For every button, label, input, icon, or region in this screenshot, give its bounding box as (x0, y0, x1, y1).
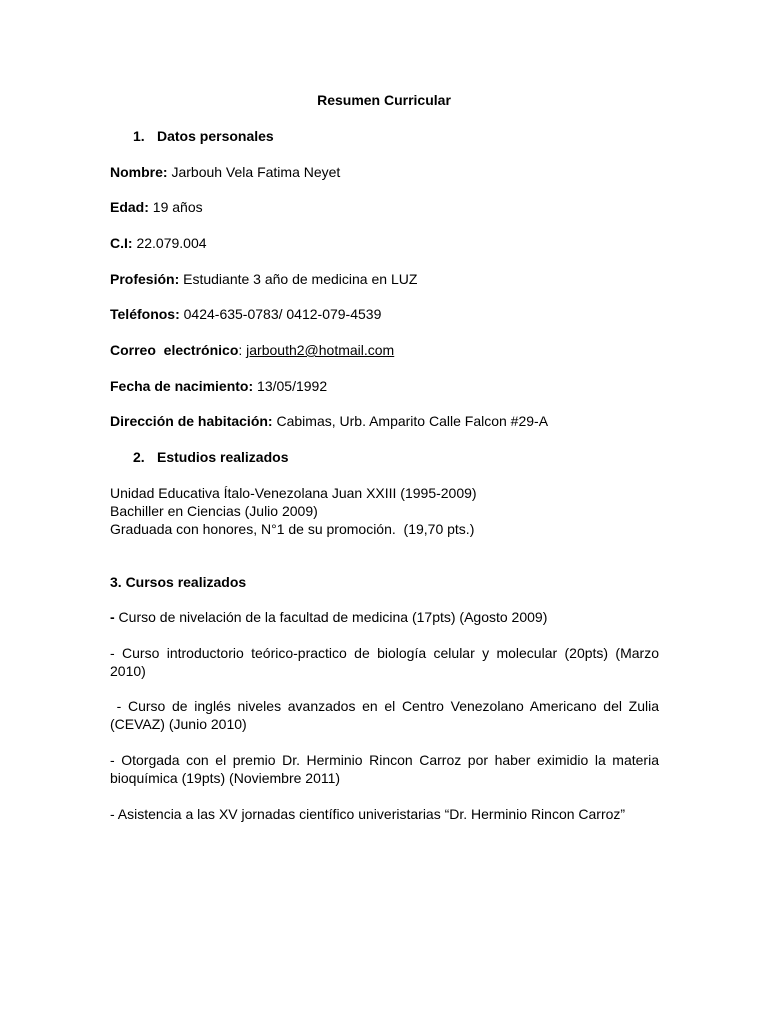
field-separator: : (238, 342, 243, 358)
field-label: Profesión: (110, 271, 180, 287)
curso-item: - Asistencia a las XV jornadas científico univeristarias “Dr. Herminio Rincon Carroz” (110, 806, 626, 822)
field-label: C.I: (110, 235, 133, 251)
field-label: Dirección de habitación: (110, 413, 273, 429)
field-label: Edad: (110, 199, 149, 215)
curso-item: - Curso introductorio teórico-practico de biología celular y molecular (20pts) (Marzo 2010) (110, 645, 659, 679)
field-correo (110, 341, 394, 359)
section-title: Estudios realizados (157, 449, 289, 465)
field-label: Nombre: (110, 164, 168, 180)
section-number: 1. (133, 128, 145, 144)
section-title: Datos personales (157, 128, 274, 144)
field-edad (110, 198, 203, 216)
field-value: Cabimas, Urb. Amparito Calle Falcon #29-A (276, 413, 549, 429)
estudio-line: Unidad Educativa Ítalo-Venezolana Juan XXIII (1995-2009) (110, 485, 477, 501)
curso-item (110, 608, 547, 626)
field-direccion (110, 412, 548, 430)
section-number: 2. (133, 449, 145, 465)
curso-dash: - (110, 609, 115, 625)
section-heading-datos-personales (133, 127, 274, 145)
field-fecha-nacimiento (110, 377, 327, 395)
field-value: 22.079.004 (136, 235, 207, 251)
field-value: Estudiante 3 año de medicina en LUZ (183, 271, 418, 287)
field-value: 13/05/1992 (257, 378, 328, 394)
field-value: 0424-635-0783/ 0412-079-4539 (183, 306, 382, 322)
curso-text: Curso de nivelación de la facultad de medicina (17pts) (Agosto 2009) (114, 609, 548, 625)
field-profesion (110, 270, 417, 288)
field-nombre (110, 163, 340, 181)
field-label: Teléfonos: (110, 306, 180, 322)
estudio-line: Bachiller en Ciencias (Julio 2009) (110, 503, 318, 519)
estudio-line: Graduada con honores, N°1 de su promoción. (19,70 pts.) (110, 521, 475, 537)
field-telefonos (110, 305, 381, 323)
section-heading-estudios (133, 448, 288, 466)
curso-item: - Curso de inglés niveles avanzados en el Centro Venezolano Americano del Zulia (CEVAZ) (Junio 2010) (110, 698, 663, 732)
field-value: Jarbouh Vela Fatima Neyet (171, 164, 341, 180)
field-ci (110, 234, 207, 252)
field-label: Correo electrónico (110, 342, 239, 358)
section-heading-cursos: 3. Cursos realizados (110, 574, 247, 590)
field-label: Fecha de nacimiento: (110, 378, 254, 394)
curso-item: - Otorgada con el premio Dr. Herminio Rincon Carroz por haber eximidio la materia bioquímica (19pts) (Noviembre 2011) (110, 752, 659, 786)
document-title: Resumen Curricular (317, 92, 451, 108)
field-value: 19 años (152, 199, 203, 215)
email-link[interactable]: jarbouth2@hotmail.com (246, 342, 395, 358)
